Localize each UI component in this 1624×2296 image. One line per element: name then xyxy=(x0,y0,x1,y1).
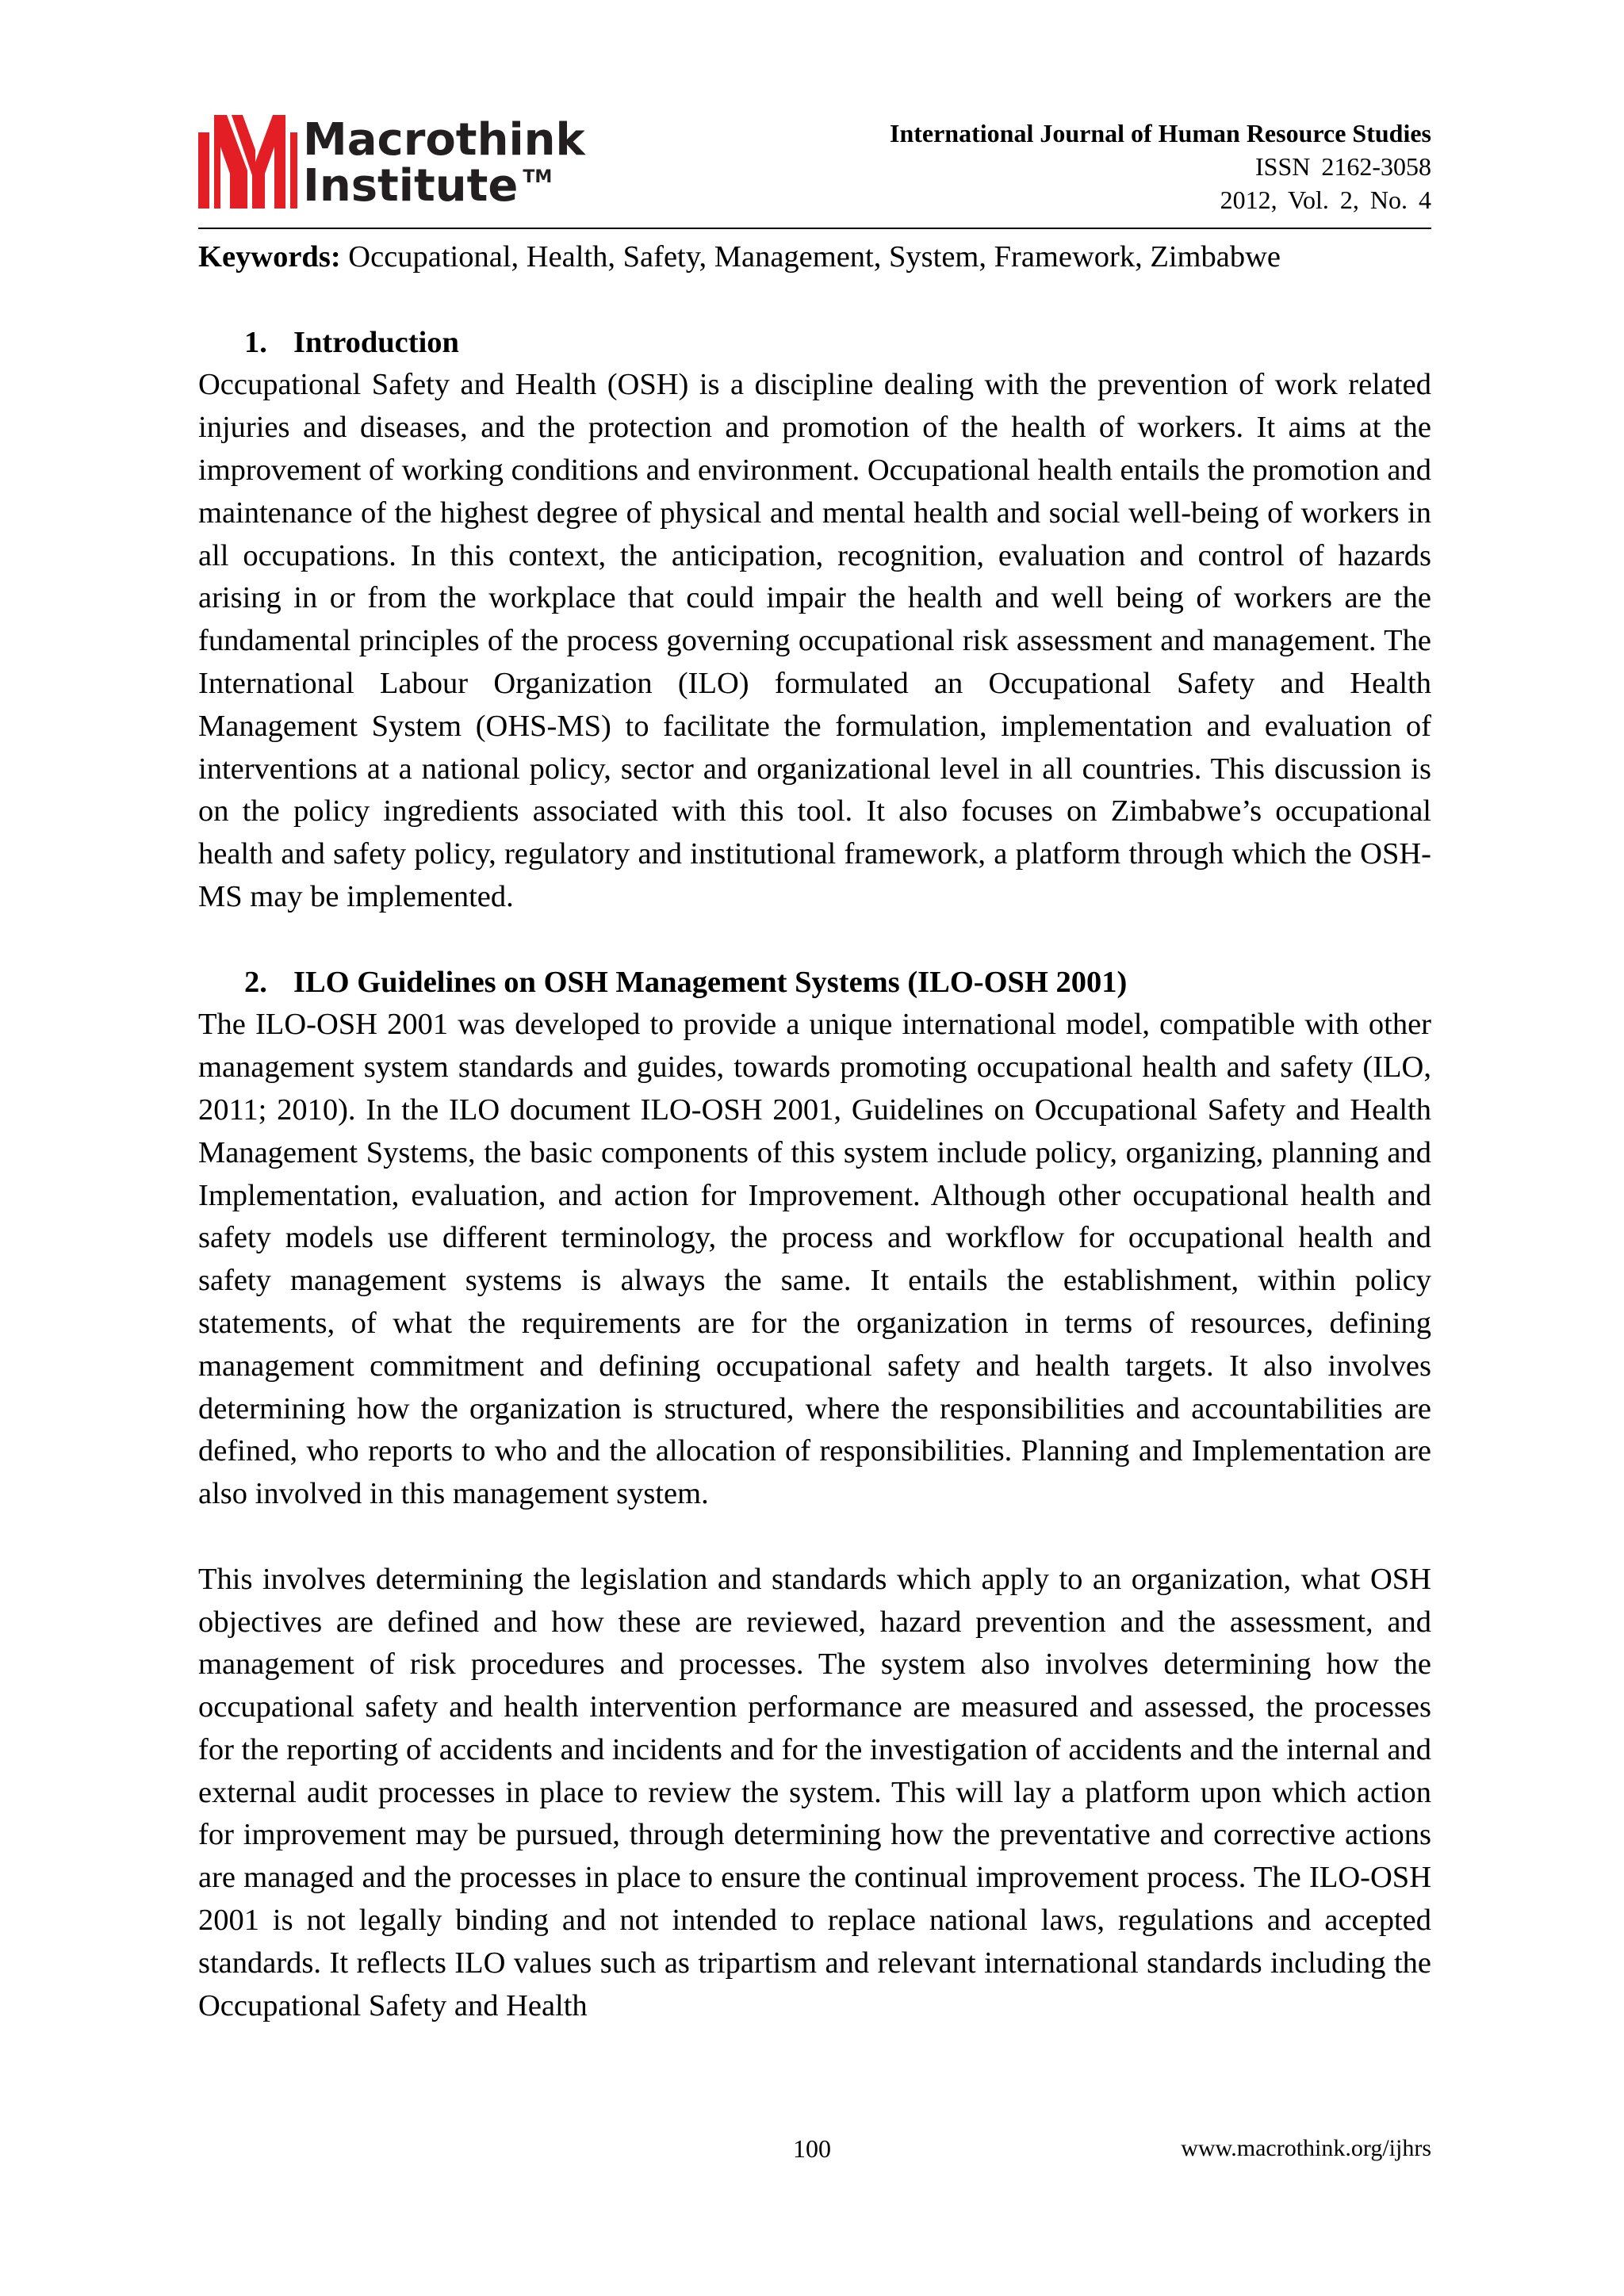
publisher-logo xyxy=(198,115,642,214)
keywords-text: Occupational, Health, Safety, Management, System, Framework, Zimbabwe xyxy=(340,240,1281,274)
logo-wordmark xyxy=(303,114,585,212)
logo-line-2-text: Institute xyxy=(303,160,519,212)
section-heading-ilo-guidelines xyxy=(198,962,1431,1004)
keywords-label: Keywords: xyxy=(198,240,341,274)
section-heading-introduction xyxy=(198,322,1431,365)
trademark-symbol: TM xyxy=(523,167,553,187)
logo-line-2 xyxy=(303,160,585,212)
macrothink-logo-icon xyxy=(198,115,297,209)
header-divider xyxy=(198,228,1431,229)
keywords xyxy=(198,236,1431,279)
section-title: Introduction xyxy=(293,325,459,359)
page-header xyxy=(198,115,1431,226)
section-number: 2. xyxy=(244,965,267,999)
section-number: 1. xyxy=(244,325,267,359)
section-title: ILO Guidelines on OSH Management Systems (ILO-OSH 2001) xyxy=(293,965,1128,999)
paragraph: This involves determining the legislation and standards which apply to an organization, what OSH objectives are defined and how these are reviewed, hazard prevention and the assessment, and management of risk procedures and processes. The system also involves determining how the occupational safety and health intervention performance are measured and assessed, the processes for the reporting of accidents and incidents and for the investigation of accidents and the internal and external audit processes in place to review the system. This will lay a platform upon which action for improvement may be pursued, through determining how the preventative and corrective actions are managed and the processes in place to ensure the continual improvement process. The ILO-OSH 2001 is not legally binding and not intended to replace national laws, regulations and accepted standards. It reflects ILO values such as tripartism and relevant international standards including the Occupational Safety and Health xyxy=(198,1562,1431,2022)
page-number: 100 xyxy=(793,2134,831,2163)
journal-volume: 2012, Vol. 2, No. 4 xyxy=(1220,186,1431,214)
logo-line-1: Macrothink xyxy=(303,114,585,166)
paragraph: Occupational Safety and Health (OSH) is a discipline dealing with the prevention of work related injuries and diseases, and the protection and promotion of the health of workers. It aims at the improvement of working conditions and environment. Occupational health entails the promotion and maintenance of the highest degree of physical and mental health and social well-being of workers in all occupations. In this context, the anticipation, recognition, evaluation and control of hazards arising in or from the workplace that could impair the health and well being of workers are the fundamental principles of the process governing occupational risk assessment and management. The International Labour Organization (ILO) formulated an Occupational Safety and Health Management System (OHS-MS) to facilitate the formulation, implementation and evaluation of interventions at a national policy, sector and organizational level in all countries. This discussion is on the policy ingredients associated with this tool. It also focuses on Zimbabwe’s occupational health and safety policy, regulatory and institutional framework, a platform through which the OSH-MS may be implemented. xyxy=(198,368,1431,913)
journal-info xyxy=(890,117,1431,216)
footer-url: www.macrothink.org/ijhrs xyxy=(1181,2135,1431,2161)
journal-title: International Journal of Human Resource Studies xyxy=(889,119,1431,147)
article-body xyxy=(198,236,1431,2027)
paragraph: The ILO-OSH 2001 was developed to provide a unique international model, compatible with other management system standards and guides, towards promoting occupational health and safety (ILO, 2011; 2010). In the ILO document ILO-OSH 2001, Guidelines on Occupational Safety and Health Management Systems, the basic components of this system include policy, organizing, planning and Implementation, evaluation, and action for Improvement. Although other occupational health and safety models use different terminology, the process and workflow for occupational health and safety management systems is always the same. It entails the establishment, within policy statements, of what the requirements are for the organization in terms of resources, defining management commitment and defining occupational safety and health targets. It also involves determining how the organization is structured, where the responsibilities and accountabilities are defined, who reports to who and the allocation of responsibilities. Planning and Implementation are also involved in this management system. xyxy=(198,1008,1431,1511)
journal-issn: ISSN 2162-3058 xyxy=(1254,152,1431,181)
